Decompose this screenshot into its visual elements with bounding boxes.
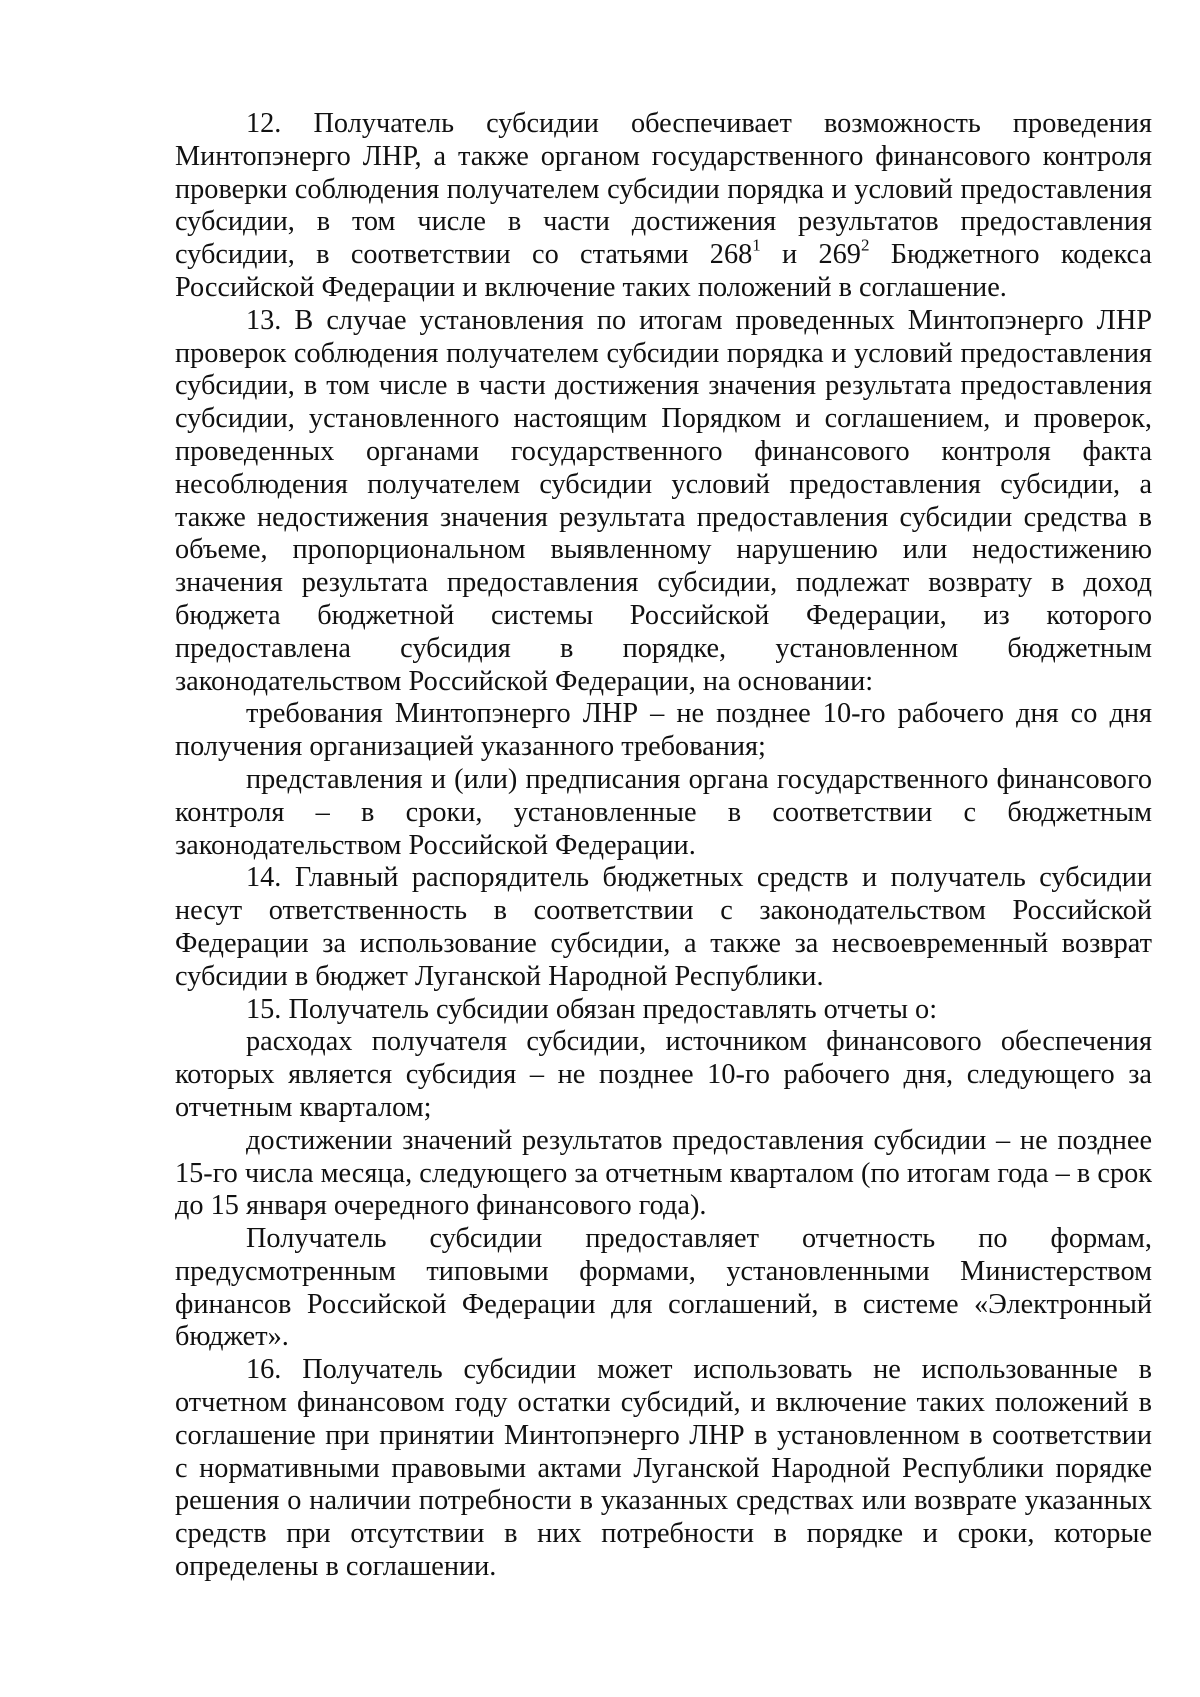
paragraph-13-item-requirement: требования Минтопэнерго ЛНР – не позднее 10-го рабочего дня со дня получения организацией указанного требования;	[175, 698, 1152, 763]
paragraph-12	[175, 108, 1152, 305]
paragraph-15-item-results: достижении значений результатов предоставления субсидии – не позднее 15-го числа месяца, следующего за отчетным кварталом (по итогам года – в срок до 15 января очередного финансового года).	[175, 1124, 1152, 1222]
paragraph-15: 15. Получатель субсидии обязан предоставлять отчеты о:	[246, 993, 938, 1025]
paragraph-13: 13. В случае установления по итогам проведенных Минтопэнерго ЛНР проверок соблюдения получателем субсидии порядка и условий предоставления субсидии, в том числе в части достижения значения результата предоставления субсидии, установленного настоящим Порядком и соглашением, и проверок, проведенных органами государственного финансового контроля факта несоблюдения получателем субсидии условий предоставления субсидии, а также недостижения значения результата предоставления субсидии средства в объеме, пропорциональном выявленному нарушению или недостижению значения результата предоставления субсидии, подлежат возврату в доход бюджета бюджетной системы Российской Федерации, из которого предоставлена субсидия в порядке, установленном бюджетным законодательством Российской Федерации, на основании:	[175, 304, 1152, 697]
paragraph-15-reporting: Получатель субсидии предоставляет отчетность по формам, предусмотренным типовыми формами, установленными Министерством финансов Российской Федерации для соглашений, в системе «Электронный бюджет».	[175, 1223, 1152, 1353]
paragraph-12-text-middle: и 269	[760, 239, 861, 271]
superscript-2: 2	[860, 235, 870, 255]
paragraph-13-item-submission: представления и (или) предписания органа государственного финансового контроля – в сроки, установленные в соответствии с бюджетным законодательством Российской Федерации.	[175, 763, 1152, 861]
paragraph-12-text-end: Бюджетного кодекса Российской Федерации и включение таких положений в соглашение.	[175, 239, 1152, 303]
paragraph-16: 16. Получатель субсидии может использовать не использованные в отчетном финансовом году остатки субсидий, и включение таких положений в соглашение при принятии Минтопэнерго ЛНР в установленном в соответствии с нормативными правовыми актами Луганской Народной Республики порядке решения о наличии потребности в указанных средствах или возврате указанных средств при отсутствии в них потребности в порядке и сроки, которые определены в соглашении.	[175, 1354, 1152, 1583]
paragraph-15-item-expenses: расходах получателя субсидии, источником финансового обеспечения которых является субсидия – не позднее 10-го рабочего дня, следующего за отчетным кварталом;	[175, 1026, 1152, 1123]
paragraph-14: 14. Главный распорядитель бюджетных средств и получатель субсидии несут ответственность в соответствии с законодательством Российской Федерации за использование субсидии, а также за несвоевременный возврат субсидии в бюджет Луганской Народной Республики.	[175, 862, 1152, 992]
document-page	[175, 108, 1152, 1584]
superscript-1: 1	[752, 235, 761, 255]
paragraph-12-text-start: 12. Получатель субсидии обеспечивает возможность проведения Минтопэнерго ЛНР, а также органом государственного финансового контроля проверки соблюдения получателем субсидии порядка и условий предоставления субсидии, в том числе в части достижения результатов предоставления субсидии, в соответствии со статьями 268	[175, 108, 1152, 271]
